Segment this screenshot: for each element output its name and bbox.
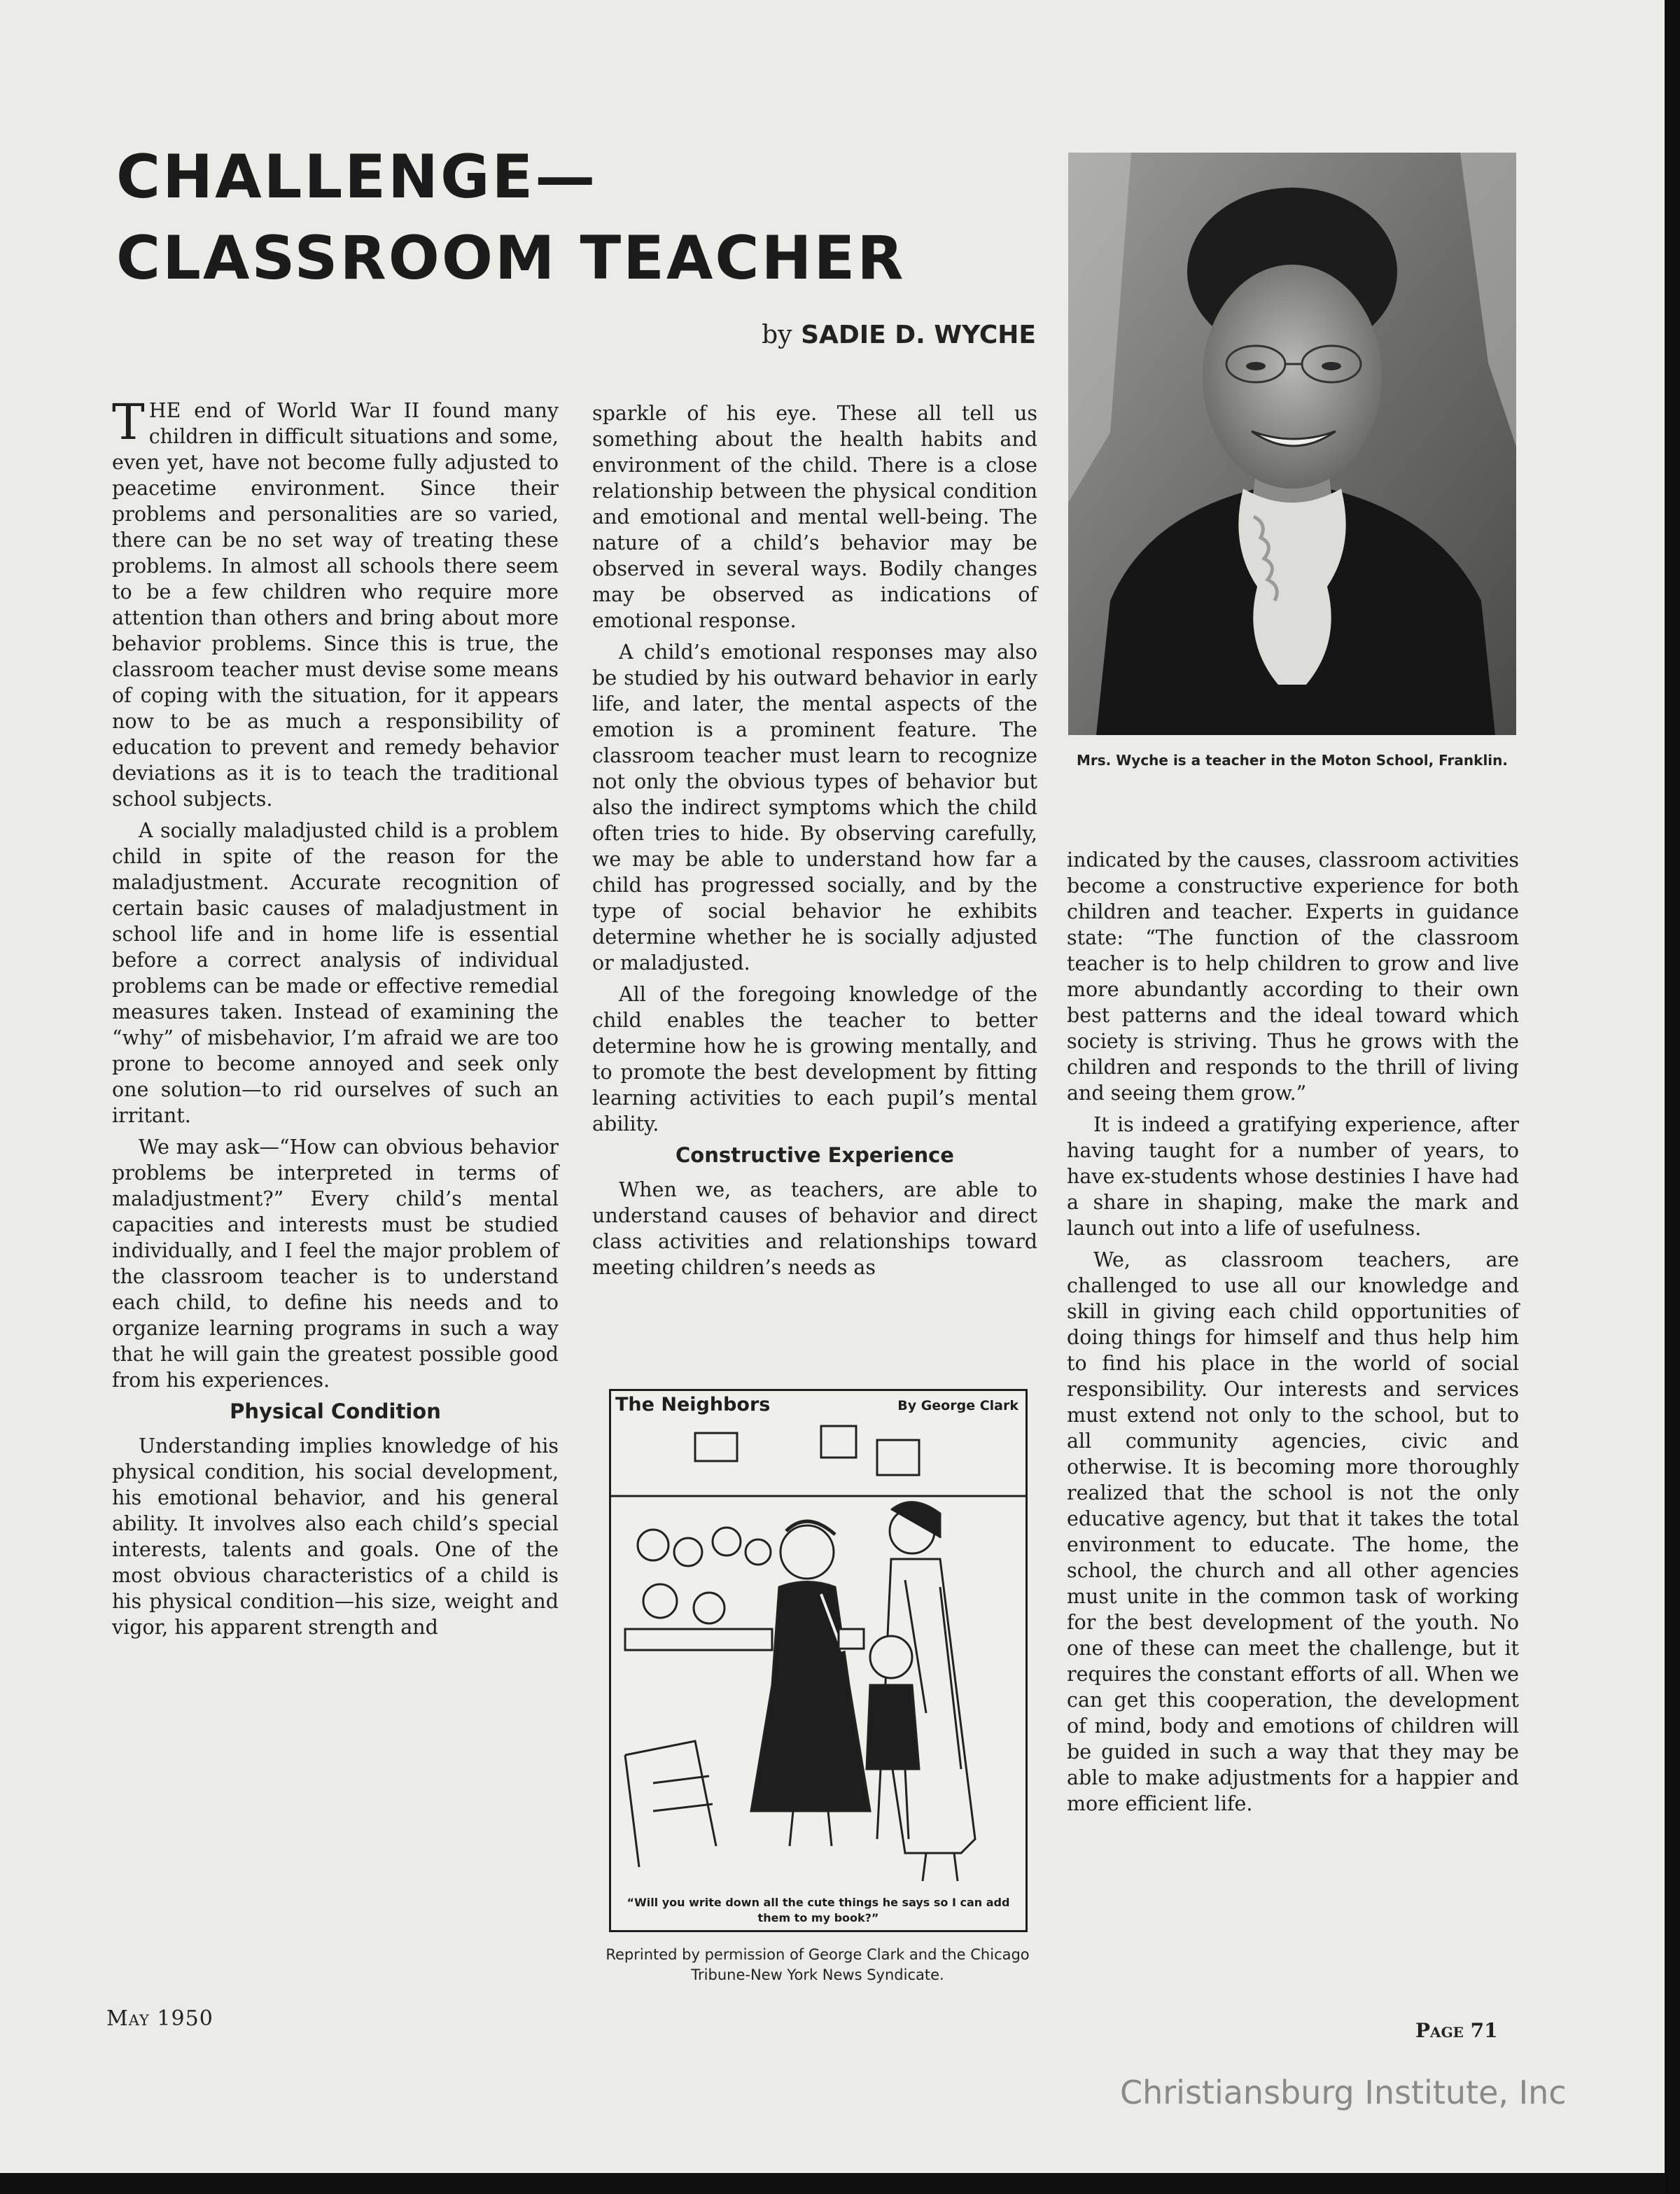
paragraph: Understanding implies knowledge of his physical condition, his social development, his emotional behavior, and his general ability. It involves also each child’s special interests, talents and goals. One of the most obvious characteristics of a child is his physical condition—his size, weight and vigor, his apparent strength and (112, 1434, 559, 1639)
cartoon-speech-caption: “Will you write down all the cute things he says so I can add them to my book?” (626, 1896, 1010, 1924)
byline-author: SADIE D. WYCHE (801, 321, 1036, 349)
article-column-1 (112, 393, 559, 1646)
section-heading-constructive-experience: Constructive Experience (676, 1143, 954, 1167)
article-column-2 (592, 400, 1037, 1286)
portrait-illustration (1068, 153, 1516, 735)
article-title (116, 137, 905, 299)
paragraph: When we, as teachers, are able to understand causes of behavior and direct class activities and relationships toward meeting children’s needs as (592, 1178, 1037, 1279)
cartoon-strip-title: The Neighbors (615, 1394, 771, 1416)
paragraph: It is indeed a gratifying experience, after having taught for a number of years, to have ex-students whose destinies I have had a share in shaping, make the mark and launch out into a life of usefulness. (1067, 1113, 1519, 1240)
paragraph: THE end of World War II found many children in difficult situations and some, even yet, have not become fully adjusted to peacetime environment. Since their problems and personalities are so varied, there can be no set way of treating these problems. In almost all schools there seem to be a few children who require more attention than others and bring about more behavior problems. Since this is true, the classroom teacher must devise some means of coping with the situation, for it appears now to be as much a responsibility of education to prevent and remedy behavior deviations as it is to teach the traditional school subjects. (112, 393, 559, 811)
article-column-3 (1067, 847, 1519, 1822)
section-heading-physical-condition: Physical Condition (230, 1399, 441, 1423)
page-number: Page 71 (1415, 2019, 1498, 2042)
watermark: Christiansburg Institute, Inc (1120, 2074, 1567, 2111)
author-portrait-photo (1068, 153, 1516, 735)
issue-date: May 1950 (106, 2006, 214, 2031)
paragraph: All of the foregoing knowledge of the child enables the teacher to better determine how he is growing mentally, and to promote the best development by fitting learning activities to each pupil’s mental ability. (592, 983, 1037, 1136)
photo-caption: Mrs. Wyche is a teacher in the Moton School, Franklin. (1077, 752, 1508, 769)
cartoon-credit: Reprinted by permission of George Clark and the Chicago Tribune-New York News Syndicate. (606, 1946, 1030, 1983)
paragraph: A child’s emotional responses may also be studied by his outward behavior in early life, and later, the mental aspects of the emotion is a prominent feature. The classroom teacher must learn to recognize not only the obvious types of behavior but also the indirect symptoms which the child often tries to hide. By observing carefully, we may be able to understand how far a child has progressed socially, and by the type of social behavior he exhibits determine whether he is socially adjusted or maladjusted. (592, 641, 1037, 974)
paragraph: sparkle of his eye. These all tell us something about the health habits and environment of the child. There is a close relationship between the physical condition and emotional and mental well-being. The nature of a child’s behavior may be observed in several ways. Bodily changes may be observed as indications of emotional response. (592, 402, 1037, 632)
byline-prefix: by (762, 321, 792, 349)
title-line-1: CHALLENGE— (116, 142, 598, 212)
cartoon-author: By George Clark (897, 1398, 1018, 1413)
paragraph: indicated by the causes, classroom activities become a constructive experience for both children and teacher. Experts in guidance state: “The function of the classroom teacher is to help children to grow and live more abundantly according to their own best patterns and the ideal toward which society is striving. Thus he grows with the children and responds to the thrill of living and seeing them grow.” (1067, 848, 1519, 1105)
byline (707, 321, 1036, 349)
cartoon-illustration (611, 1419, 1026, 1888)
title-line-2: CLASSROOM TEACHER (116, 223, 906, 293)
cartoon-panel (609, 1389, 1028, 1932)
paragraph: We may ask—“How can obvious behavior problems be interpreted in terms of maladjustment?” Every child’s mental capacities and interests must be studied individually, and I feel the major problem of the classroom teacher is to understand each child, to define his needs and to organize learning programs in such a way that he will gain the greatest possible good from his experiences. (112, 1136, 559, 1392)
paragraph: A socially maladjusted child is a problem child in spite of the reason for the maladjustment. Accurate recognition of certain basic causes of maladjustment in school life and in home life is essential before a correct analysis of individual problems can be made or effective remedial measures taken. Instead of examining the “why” of misbehavior, I’m afraid we are too prone to become annoyed and seek only one solution—to rid ourselves of such an irritant. (112, 819, 559, 1127)
paragraph: We, as classroom teachers, are challenged to use all our knowledge and skill in giving each child opportunities of doing things for himself and thus help him to find his place in the world of social responsibility. Our interests and services must extend not only to the school, but to all community agencies, civic and otherwise. It is becoming more thoroughly realized that the school is not the only educative agency, but that it takes the total environment to educate. The home, the school, the church and all other agencies must unite in the common task of working for the best development of the youth. No one of these can meet the challenge, but it requires the constant efforts of all. When we can get this cooperation, the development of mind, body and emotions of children will be guided in such a way that they may be able to make adjustments for a happier and more efficient life. (1067, 1248, 1519, 1815)
